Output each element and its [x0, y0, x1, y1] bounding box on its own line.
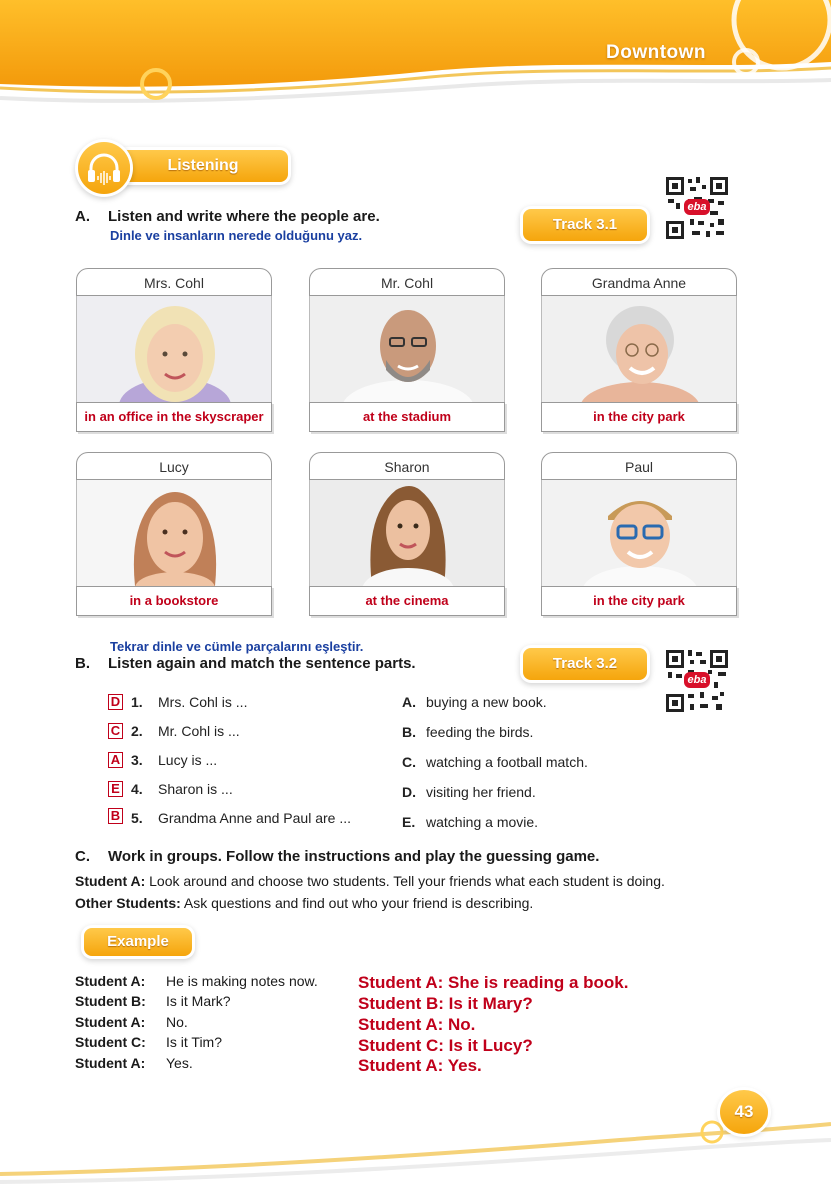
person-name: Paul: [541, 452, 737, 480]
part-c-letter: C.: [75, 848, 90, 865]
answer-field: in a bookstore: [76, 586, 272, 616]
person-card: [76, 452, 272, 616]
dialogue-speaker: Student A:: [75, 1014, 146, 1030]
header-band: [0, 0, 831, 130]
written-answer: Student C: Is it Lucy?: [358, 1036, 533, 1055]
match-item: [131, 810, 143, 826]
dialogue-speaker: Student A:: [75, 1055, 146, 1071]
person-name: Grandma Anne: [541, 268, 737, 296]
option-letter: C.: [402, 754, 416, 770]
item-number: 4.: [131, 781, 143, 797]
track-3-2-button[interactable]: Track 3.2: [523, 648, 647, 680]
option-text: watching a football match.: [426, 754, 588, 770]
dialogue-line: Yes.: [166, 1055, 193, 1071]
person-card: [309, 268, 505, 432]
item-number: 3.: [131, 752, 143, 768]
item-number: 5.: [131, 810, 143, 826]
photo-mrs-cohl: [76, 296, 272, 402]
answer-box[interactable]: C: [108, 723, 123, 739]
answer-field: in the city park: [541, 402, 737, 432]
person-card: [541, 452, 737, 616]
dialogue-line: No.: [166, 1014, 188, 1030]
qr-code-2[interactable]: [664, 648, 730, 714]
person-name: Mrs. Cohl: [76, 268, 272, 296]
qr-code-1[interactable]: [664, 175, 730, 241]
answer-field: in the city park: [541, 586, 737, 616]
match-item: [131, 694, 143, 710]
person-card: [541, 268, 737, 432]
option-letter: A.: [402, 694, 416, 710]
match-item-text: Mrs. Cohl is ...: [158, 694, 248, 710]
eba-logo: eba: [684, 672, 710, 688]
part-b-instruction: Listen again and match the sentence parts.: [108, 655, 416, 672]
student-a-text: Look around and choose two students. Tell your friends what each student is doing.: [149, 873, 665, 889]
match-item: [131, 752, 143, 768]
person-name: Lucy: [76, 452, 272, 480]
eba-logo: eba: [684, 199, 710, 215]
student-a-label: Student A:: [75, 873, 146, 889]
option-letter: D.: [402, 784, 416, 800]
dialogue-line: Is it Tim?: [166, 1034, 223, 1050]
answer-field: at the cinema: [309, 586, 505, 616]
option-text: watching a movie.: [426, 814, 539, 830]
headphones-icon: [78, 142, 130, 194]
written-answer: Student A: Yes.: [358, 1056, 482, 1075]
option-letter: E.: [402, 814, 416, 830]
written-answer: Student A: She is reading a book.: [358, 973, 629, 992]
listening-badge: [78, 142, 290, 194]
photo-mr-cohl: [309, 296, 505, 402]
dialogue-speaker: Student B:: [75, 993, 146, 1009]
item-number: 1.: [131, 694, 143, 710]
part-a-letter: A.: [75, 208, 90, 225]
part-b-letter: B.: [75, 655, 90, 672]
photo-paul: [541, 480, 737, 586]
person-card: [309, 452, 505, 616]
answer-box[interactable]: A: [108, 752, 123, 768]
answer-field: at the stadium: [309, 402, 505, 432]
written-answer: Student B: Is it Mary?: [358, 994, 533, 1013]
match-item-text: Lucy is ...: [158, 752, 218, 768]
written-answer: Student A: No.: [358, 1015, 476, 1034]
match-item: [131, 723, 143, 739]
match-item: [131, 781, 143, 797]
person-name: Sharon: [309, 452, 505, 480]
part-a-translation: Dinle ve insanların nerede olduğunu yaz.: [110, 228, 363, 243]
page-number-badge: [720, 1090, 768, 1134]
option-text: visiting her friend.: [426, 784, 536, 800]
option-text: buying a new book.: [426, 694, 547, 710]
item-number: 2.: [131, 723, 143, 739]
track-3-1-button[interactable]: Track 3.1: [523, 209, 647, 241]
person-name: Mr. Cohl: [309, 268, 505, 296]
option-letter: B.: [402, 724, 416, 740]
photo-sharon: [309, 480, 505, 586]
answer-field: in an office in the skyscraper: [76, 402, 272, 432]
match-item-text: Sharon is ...: [158, 781, 233, 797]
person-card: [76, 268, 272, 432]
dialogue-line: He is making notes now.: [166, 973, 318, 989]
page-number: 43: [734, 1102, 754, 1121]
part-a-instruction: Listen and write where the people are.: [108, 208, 380, 225]
match-item-text: Grandma Anne and Paul are ...: [158, 810, 352, 826]
listening-label: Listening: [118, 150, 288, 182]
dialogue-line: Is it Mark?: [166, 993, 231, 1009]
footer-band: [0, 1100, 831, 1184]
photo-lucy: [76, 480, 272, 586]
answer-box[interactable]: E: [108, 781, 123, 797]
match-item-text: Mr. Cohl is ...: [158, 723, 240, 739]
others-label: Other Students:: [75, 895, 181, 911]
example-badge: Example: [84, 928, 192, 956]
part-b-translation: Tekrar dinle ve cümle parçalarını eşleştir.: [110, 639, 364, 654]
dialogue-speaker: Student C:: [75, 1034, 146, 1050]
dialogue-speaker: Student A:: [75, 973, 146, 989]
student-a-instruction: [75, 873, 665, 889]
part-c-instruction: Work in groups. Follow the instructions and play the guessing game.: [108, 848, 600, 865]
option-text: feeding the birds.: [426, 724, 534, 740]
page-title: Downtown: [606, 42, 707, 63]
others-text: Ask questions and find out who your friend is describing.: [183, 895, 534, 911]
other-students-instruction: [75, 895, 533, 911]
photo-grandma-anne: [541, 296, 737, 402]
answer-box[interactable]: B: [108, 808, 123, 824]
answer-box[interactable]: D: [108, 694, 123, 710]
